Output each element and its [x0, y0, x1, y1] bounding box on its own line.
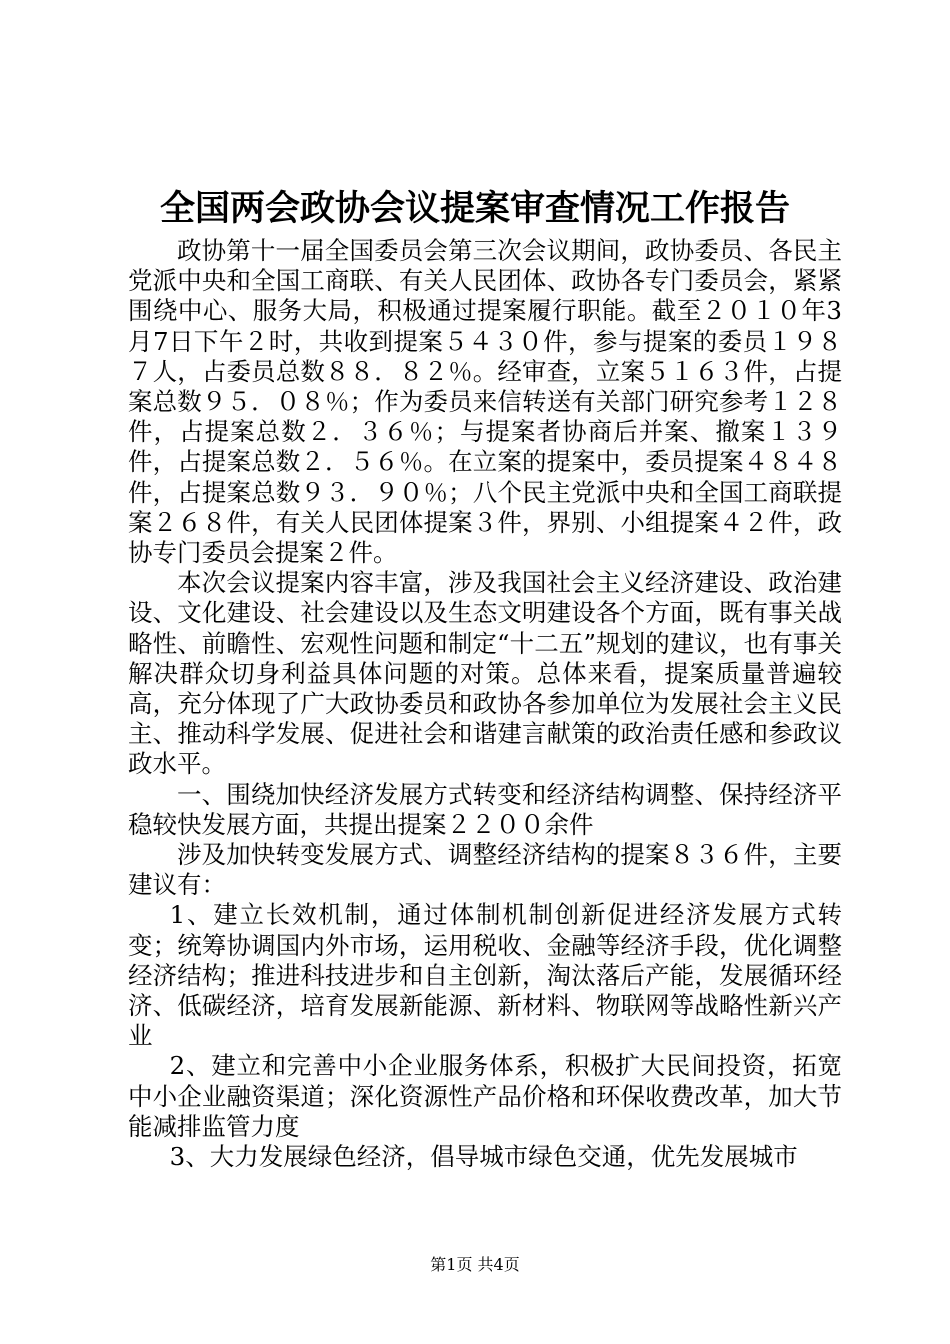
list-item: 3、大力发展绿色经济，倡导城市绿色交通，优先发展城市 — [169, 1142, 798, 1172]
section-heading: 一、围绕加快经济发展方式转变和经济结构调整、保持经济平稳较快发展方面，共提出提案２２００余件 — [128, 779, 842, 839]
paragraph: 本次会议提案内容丰富，涉及我国社会主义经济建设、政治建设、文化建设、社会建设以及生态文明建设各个方面，既有事关战略性、前瞻性、宏观性问题和制定“十二五”规划的建议，也有事关解决群众切身利益具体问题的对策。总体来看，提案质量普遍较高，充分体现了广大政协委员和政协各参加单位为发展社会主义民主、推动科学发展、促进社会和谐建言献策的政治责任感和参政议政水平。 — [128, 568, 842, 779]
document-title: 全国两会政协会议提案审查情况工作报告 — [159, 188, 790, 229]
document-body — [128, 236, 842, 1172]
paragraph: 涉及加快转变发展方式、调整经济结构的提案８３６件，主要建议有： — [128, 840, 842, 900]
list-item: 2、建立和完善中小企业服务体系，积极扩大民间投资，拓宽中小企业融资渠道；深化资源性产品价格和环保收费改革，加大节能减排监管力度 — [128, 1051, 842, 1141]
paragraph: 政协第十一届全国委员会第三次会议期间，政协委员、各民主党派中央和全国工商联、有关人民团体、政协各专门委员会，紧紧围绕中心、服务大局，积极通过提案履行职能。截至２０１０年3月7日下午２时，共收到提案５４３０件，参与提案的委员１９８７人，占委员总数８８．８２％。经审查，立案５１６３件，占提案总数９５．０８％；作为委员来信转送有关部门研究参考１２８件，占提案总数２．３６％；与提案者协商后并案、撤案１３９件，占提案总数２．５６％。在立案的提案中，委员提案４８４８件，占提案总数９３．９０％；八个民主党派中央和全国工商联提案２６８件，有关人民团体提案３件，界别、小组提案４２件，政协专门委员会提案２件。 — [128, 236, 842, 568]
page-footer: 第1页 共4页 — [430, 1255, 520, 1274]
list-item: 1、建立长效机制，通过体制机制创新促进经济发展方式转变；统筹协调国内外市场，运用税收、金融等经济手段，优化调整经济结构；推进科技进步和自主创新，淘汰落后产能，发展循环经济、低碳经济，培育发展新能源、新材料、物联网等战略性新兴产业 — [128, 900, 842, 1051]
